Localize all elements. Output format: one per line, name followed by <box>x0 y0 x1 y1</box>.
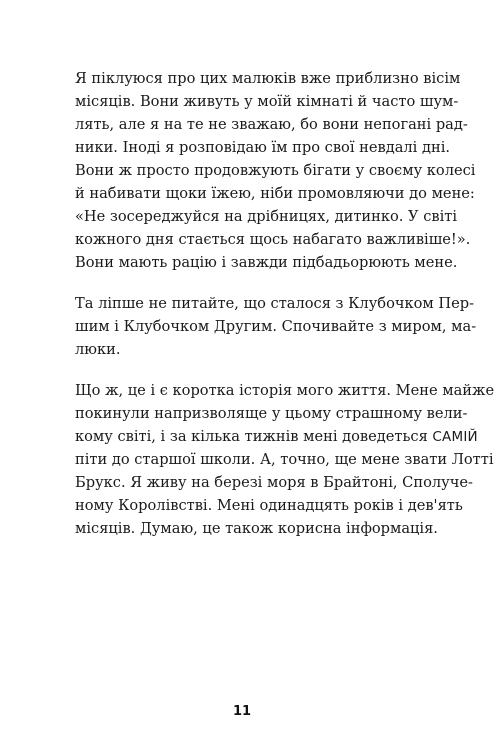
paragraph-line: Та ліпше не питайте, що сталося з Клубочком Пер- <box>75 295 475 312</box>
paragraph-line: Брукс. Я живу на березі моря в Брайтоні, Сполуче- <box>75 474 473 491</box>
paragraph-1 <box>75 67 476 274</box>
emphasis-word: САМІЙ <box>432 429 478 445</box>
paragraph-line: Що ж, це і є коротка історія мого життя. Мене майже <box>75 382 494 399</box>
paragraph-line: ники. Іноді я розповідаю їм про свої невдалі дні. <box>75 139 451 156</box>
paragraph-line: «Не зосереджуйся на дрібницях, дитинко. У світі <box>75 208 458 225</box>
paragraph-line: піти до старшої школи. А, точно, ще мене звати Лотті <box>75 451 494 468</box>
paragraph-line: ному Королівстві. Мені одинадцять років і дев'ять <box>75 497 463 514</box>
paragraph-line: люки. <box>75 341 121 358</box>
paragraph-line: Вони мають рацію і завжди підбадьорюють мене. <box>75 254 458 271</box>
paragraph-line: Вони ж просто продовжують бігати у своєму колесі <box>75 162 476 179</box>
line-text: кому світі, і за кілька тижнів мені доведеться <box>75 428 433 445</box>
paragraph-line: покинули напризволяще у цьому страшному вели- <box>75 405 468 422</box>
paragraph-line: кожного дня стається щось набагато важливіше!». <box>75 231 471 248</box>
paragraph-line: Я піклуюся про цих малюків вже приблизно вісім <box>75 70 461 87</box>
paragraph-line: й набивати щоки їжею, ніби промовляючи до мене: <box>75 185 475 202</box>
paragraph-line: шим і Клубочком Другим. Спочивайте з миром, ма- <box>75 318 477 335</box>
paragraph-line-with-emphasis <box>75 425 478 448</box>
paragraph-2 <box>75 292 477 361</box>
paragraph-line: місяців. Думаю, це також корисна інформація. <box>75 520 438 537</box>
page-number: 11 <box>232 704 252 719</box>
paragraph-line: місяців. Вони живуть у моїй кімнаті й часто шум- <box>75 93 459 110</box>
paragraph-3 <box>75 379 494 540</box>
paragraph-line: лять, але я на те не зважаю, бо вони непогані рад- <box>75 116 468 133</box>
